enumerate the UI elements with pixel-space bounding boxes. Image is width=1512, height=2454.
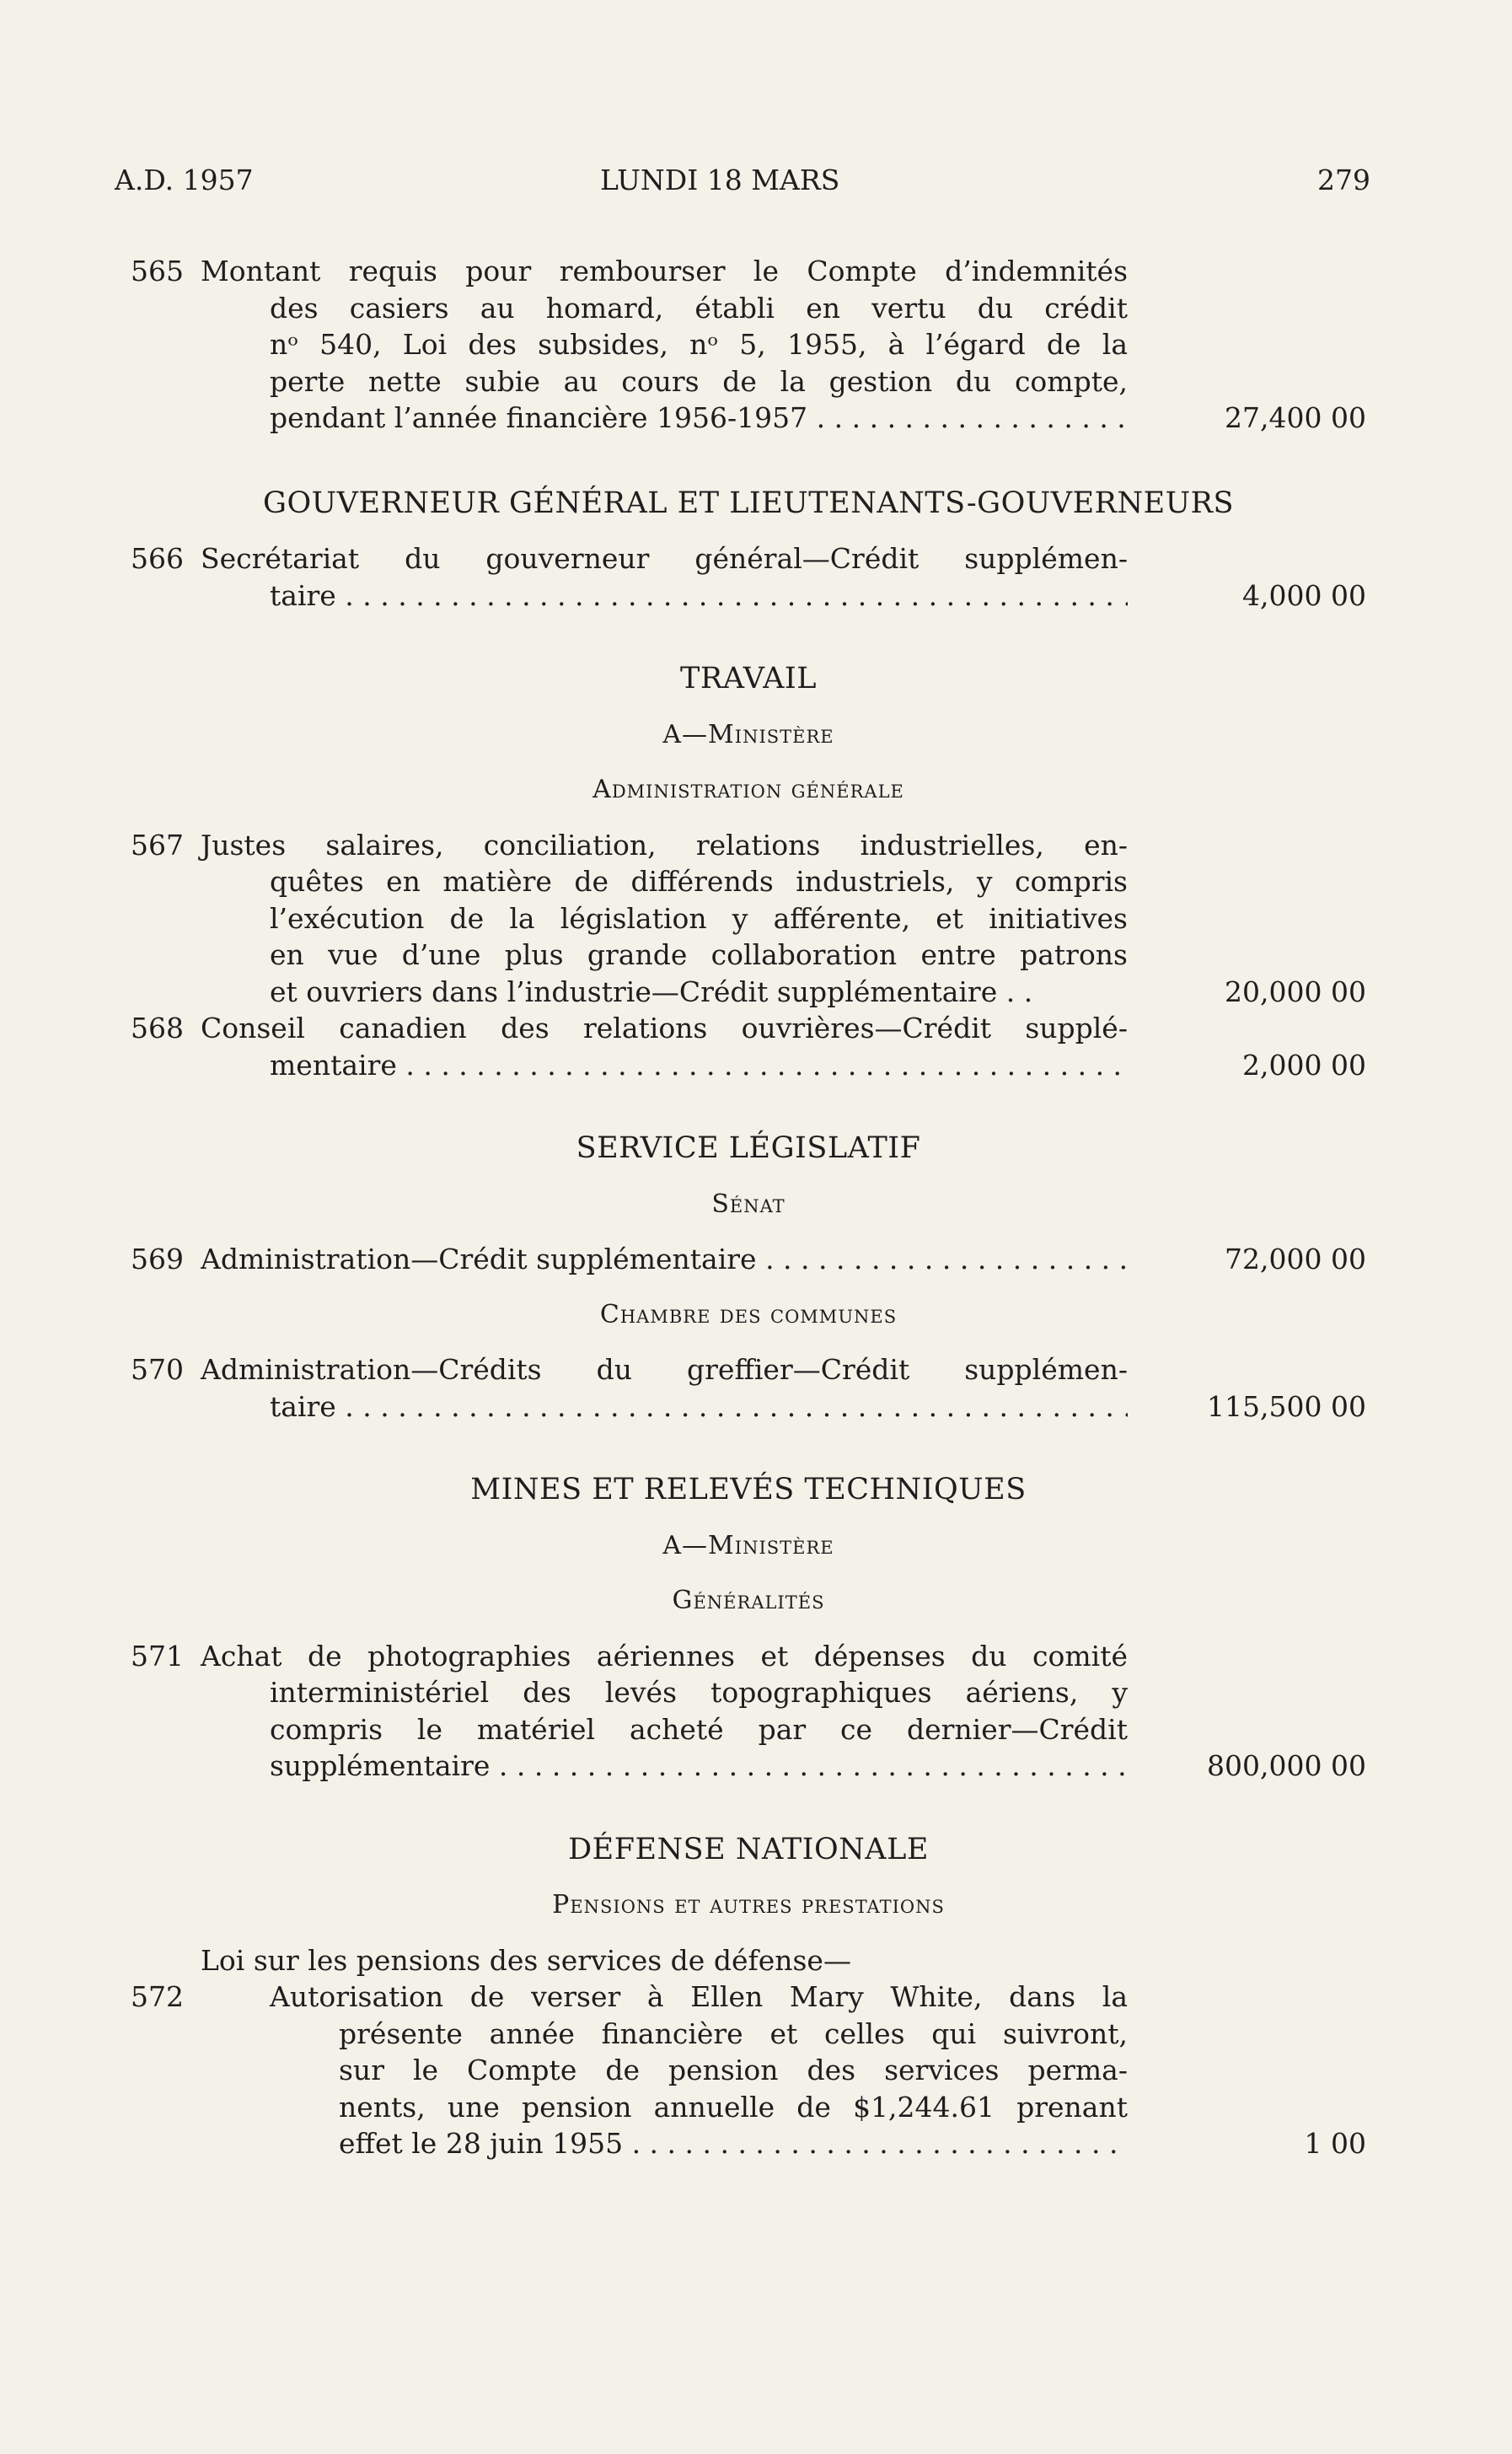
- description-line: des casiers au homard, établi en vertu du crédit: [270, 291, 1128, 325]
- vote-item-572: [131, 1979, 1366, 2162]
- description-line: pendant l’année financière 1956-1957 . . .: [201, 400, 1128, 437]
- vote-item-571: [131, 1638, 1366, 1785]
- description-line: Administration—Crédits du greffier—Crédit supplémen-: [201, 1353, 1128, 1386]
- vote-description: [201, 1241, 1128, 1278]
- description-line: supplémentaire . . .: [201, 1748, 1128, 1785]
- vote-amount: 1 00: [1304, 2127, 1366, 2160]
- amount-cell: [1128, 827, 1366, 1011]
- section-title-travail: TRAVAIL: [680, 662, 817, 695]
- description-line: interministériel des levés topographiques aériens, y: [270, 1676, 1128, 1709]
- description-line: en vue d’une plus grande collaboration entre patrons: [270, 938, 1128, 971]
- vote-item-567: [131, 827, 1366, 1011]
- amount-cell: [1128, 1010, 1366, 1083]
- amount-cell: [1128, 1351, 1366, 1425]
- description-line: effet le 28 juin 1955 . . .: [270, 2125, 1128, 2162]
- vote-amount: 4,000 00: [1242, 578, 1366, 612]
- vote-item-568: [131, 1010, 1366, 1083]
- description-line: taire . . .: [201, 1388, 1128, 1426]
- vote-amount: 2,000 00: [1242, 1048, 1366, 1082]
- description-line: Administration—Crédit supplémentaire . . .: [201, 1241, 1128, 1278]
- description-line: présente année financière et celles qui suivront,: [339, 2016, 1128, 2050]
- subsection-administration: Administration générale: [592, 775, 904, 804]
- subsection-pensions: Pensions et autres prestations: [552, 1890, 945, 1920]
- description-line: Montant requis pour rembourser le Compte d’indemnités: [201, 255, 1128, 287]
- vote-number: 565: [131, 255, 184, 287]
- subsection-chambre: Chambre des communes: [599, 1299, 898, 1329]
- subsection-ministere: A—Ministère: [662, 719, 834, 749]
- description-line: perte nette subie au cours de la gestion du compte,: [270, 364, 1128, 398]
- vote-amount: 72,000 00: [1225, 1243, 1366, 1275]
- vote-number: 571: [131, 1639, 184, 1673]
- amount-cell: [1128, 1979, 1366, 2162]
- vote-number: 569: [131, 1243, 184, 1275]
- description-line: Secrétariat du gouverneur général—Crédit supplémen-: [201, 542, 1128, 575]
- description-line: Conseil canadien des relations ouvrières—Crédit supplé-: [201, 1012, 1128, 1044]
- subsection-ministere: A—Ministère: [662, 1530, 834, 1560]
- vote-description: [201, 1351, 1128, 1425]
- vote-item-565: [131, 253, 1366, 437]
- vote-description: [201, 253, 1128, 437]
- vote-number: 572: [131, 1980, 184, 2013]
- description-line: quêtes en matière de différends industriels, y compris: [270, 865, 1128, 898]
- vote-description: [201, 540, 1128, 614]
- section-title-legislatif: SERVICE LÉGISLATIF: [576, 1131, 921, 1165]
- vote-description: [201, 1010, 1128, 1083]
- header-date: LUNDI 18 MARS: [600, 164, 840, 196]
- vote-item-566: [131, 540, 1366, 614]
- section-title-gouverneur: GOUVERNEUR GÉNÉRAL ET LIEUTENANTS-GOUVERNEURS: [263, 486, 1234, 520]
- vote-item-570: [131, 1351, 1366, 1425]
- description-line: nents, une pension annuelle de $1,244.61 prenant: [339, 2090, 1128, 2124]
- amount-cell: [1128, 1638, 1366, 1785]
- vote-description: [201, 1638, 1128, 1785]
- description-line: Justes salaires, conciliation, relations industrielles, en-: [201, 828, 1128, 862]
- header-year: A.D. 1957: [115, 164, 254, 196]
- description-line: compris le matériel acheté par ce dernier—Crédit: [270, 1712, 1128, 1746]
- vote-number: 570: [131, 1353, 184, 1386]
- vote-number: 566: [131, 542, 184, 575]
- description-line: Achat de photographies aériennes et dépenses du comité: [201, 1639, 1128, 1673]
- amount-cell: [1128, 540, 1366, 614]
- page-number: 279: [1317, 164, 1370, 196]
- subsection-generalites: Généralités: [672, 1586, 825, 1615]
- description-line: et ouvriers dans l’industrie—Crédit supplémentaire . .: [201, 974, 1128, 1011]
- vote-amount: 20,000 00: [1225, 975, 1366, 1008]
- section-title-mines: MINES ET RELEVÉS TECHNIQUES: [470, 1473, 1027, 1506]
- description-line: Autorisation de verser à Ellen Mary White, dans la: [270, 1980, 1128, 2013]
- description-line: sur le Compte de pension des services perma-: [339, 2054, 1128, 2086]
- vote-number: 568: [131, 1012, 184, 1044]
- page-header: [115, 164, 1370, 206]
- subsection-senat: Sénat: [711, 1189, 785, 1219]
- description-line: l’exécution de la législation y afférente, et initiatives: [270, 901, 1128, 935]
- vote-description: [201, 827, 1128, 1011]
- vote-number: 567: [131, 828, 184, 862]
- description-line: taire . . .: [201, 577, 1128, 615]
- vote-amount: 115,500 00: [1207, 1389, 1366, 1423]
- vote-amount: 27,400 00: [1225, 401, 1366, 434]
- amount-cell: [1128, 1241, 1366, 1278]
- amount-cell: [1128, 253, 1366, 437]
- description-line: mentaire . . .: [201, 1047, 1128, 1084]
- page-content: [131, 253, 1366, 2162]
- vote-amount: 800,000 00: [1207, 1749, 1366, 1782]
- section-title-defense: DÉFENSE NATIONALE: [568, 1832, 929, 1866]
- vote-description: [201, 1979, 1128, 2162]
- law-title: Loi sur les pensions des services de défense—: [201, 1943, 851, 1977]
- description-line: nᵒ 540, Loi des subsides, nᵒ 5, 1955, à l’égard de la: [270, 328, 1128, 361]
- vote-item-569: [131, 1241, 1366, 1278]
